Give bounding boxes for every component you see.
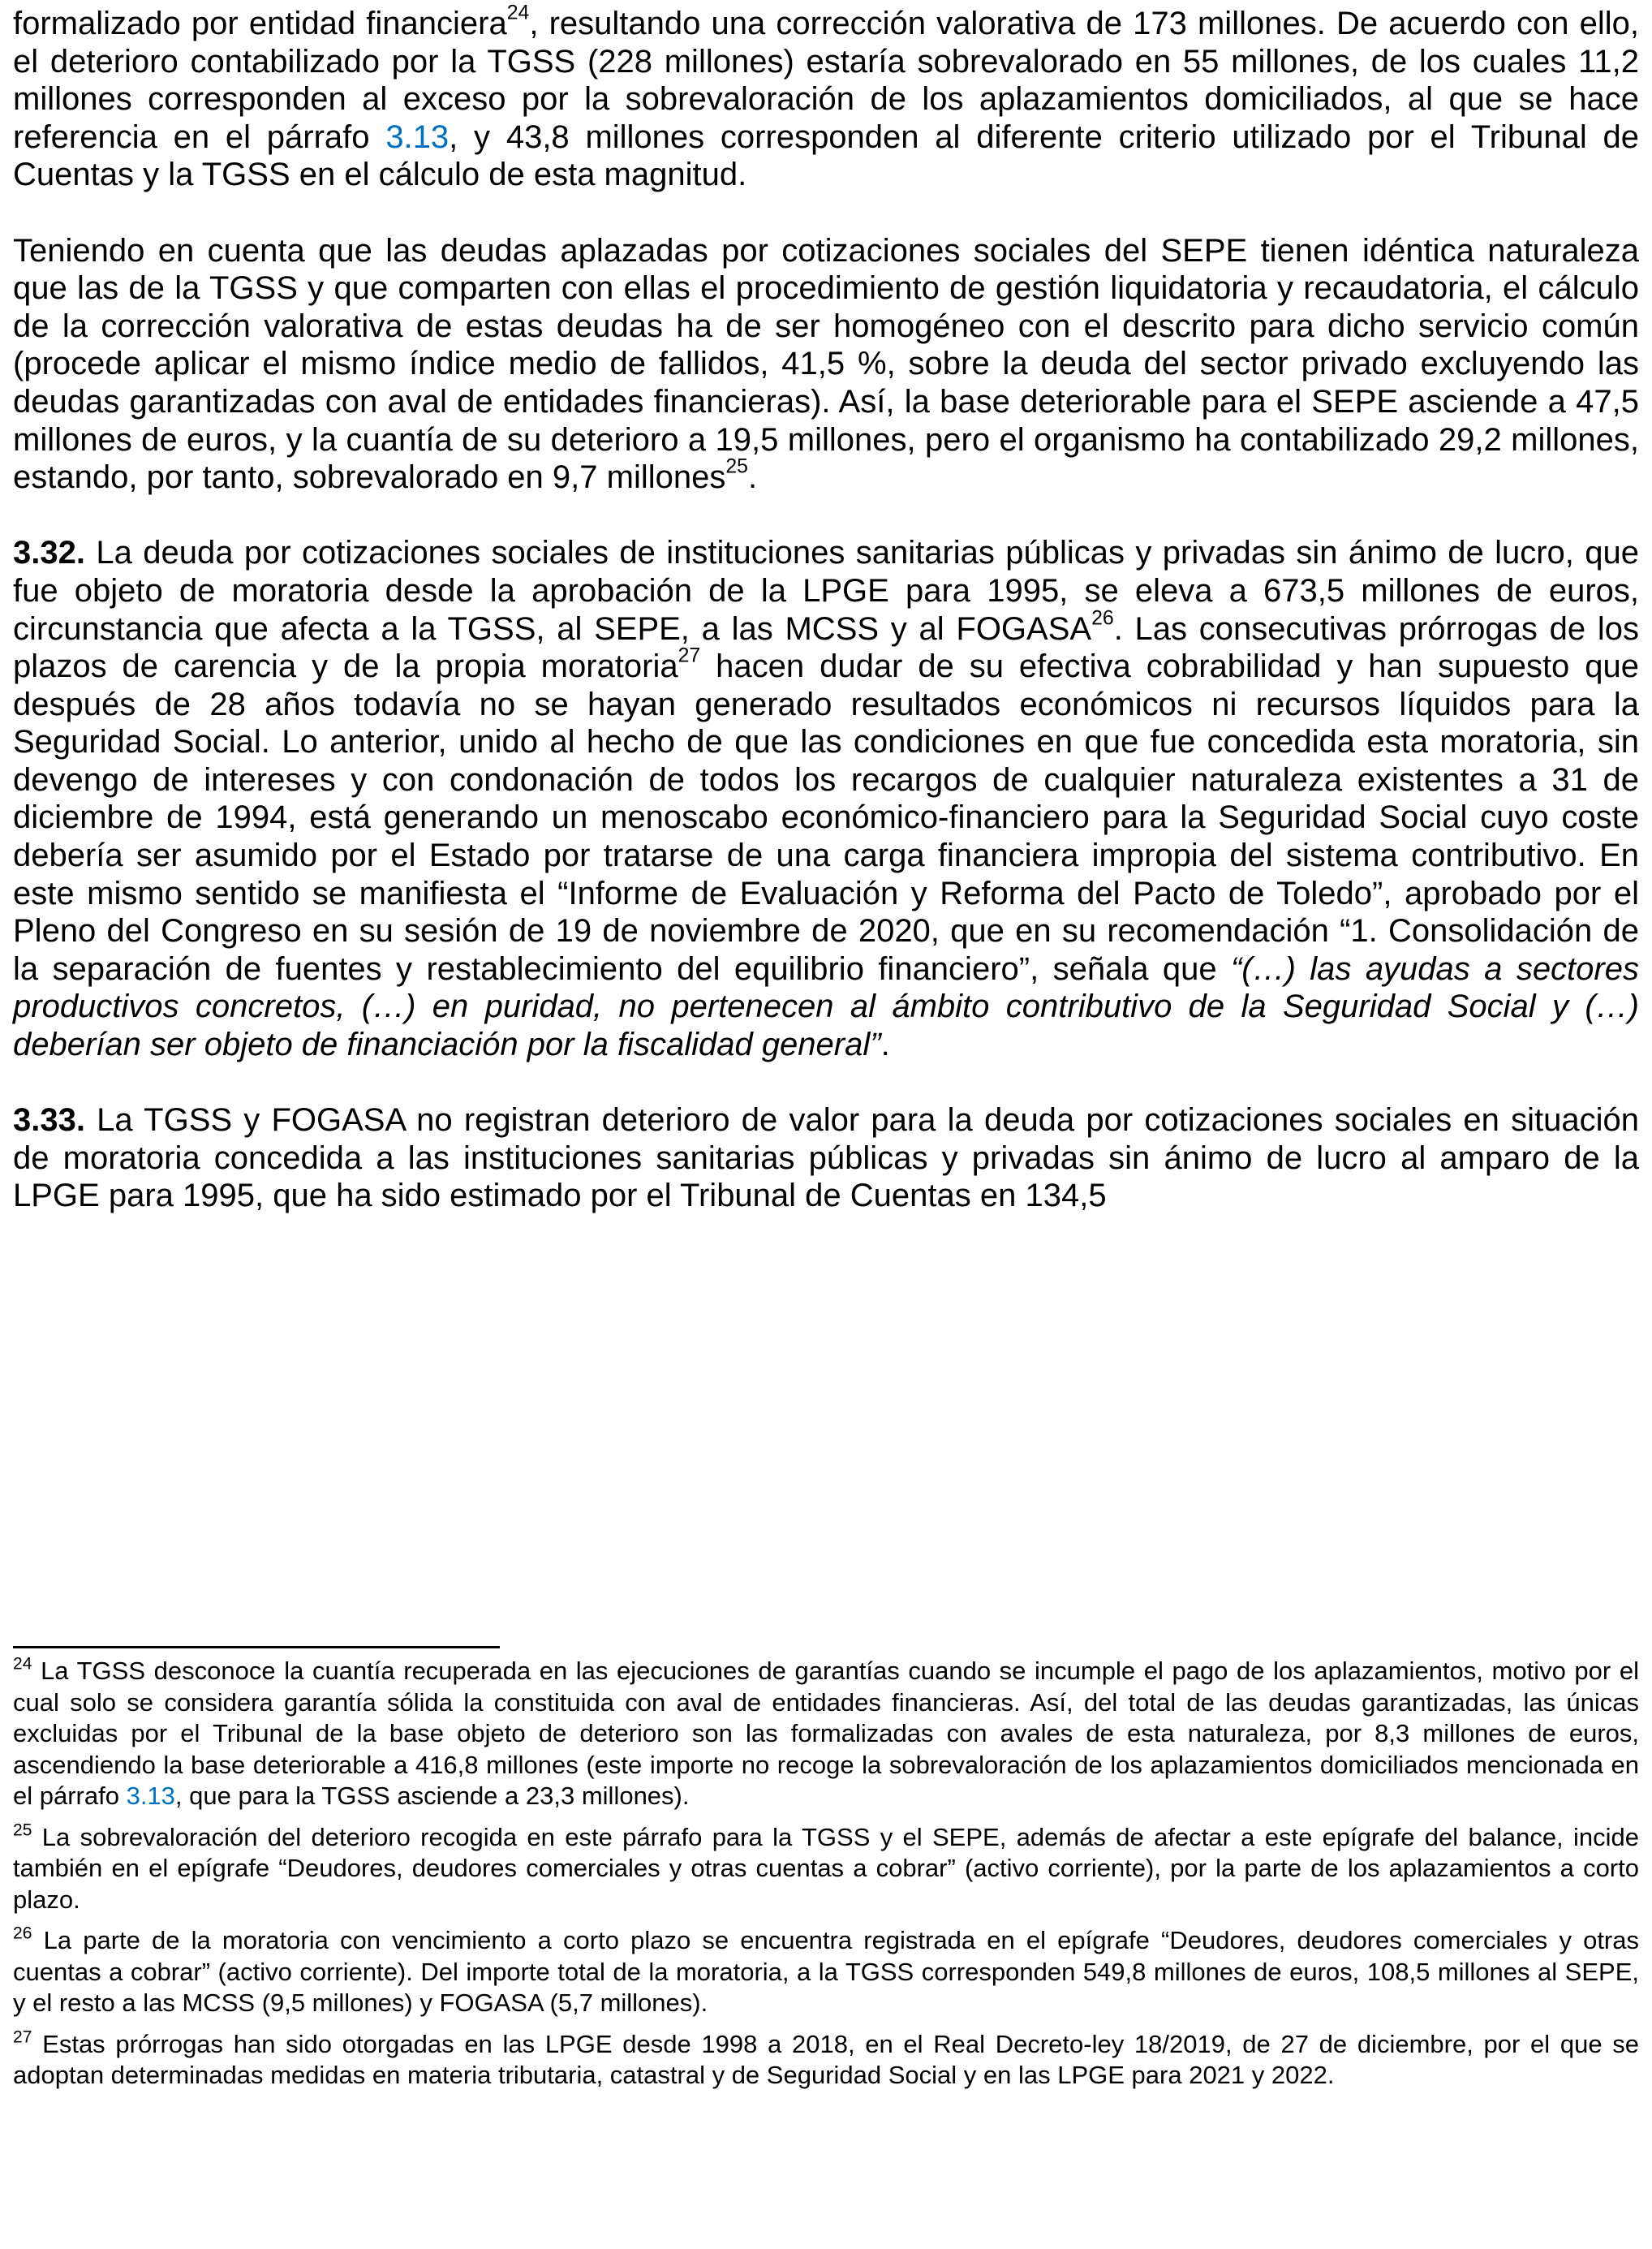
paragraph-continuation-1 [13,2,1640,194]
text-segment: La sobrevaloración del deterioro recogida en este párrafo para la TGSS y el SEPE, además de afectar a este epígrafe del balance, incide también en el epígrafe “Deudores, deudores comerciales y otras cuentas a cobrar” (activo corriente), por la parte de los aplazamientos a corto plazo. [13,1822,1639,1914]
text-segment: hacen dudar de su efectiva cobrabilidad y han supuesto que después de 28 años todavía no se hayan generado resultados económicos ni recursos líquidos para la Seguridad Social. Lo anterior, unido al hecho de que las condiciones en que fue concedida esta moratoria, sin devengo de intereses y con condonación de todos los recargos de cualquier naturaleza existentes a 31 de diciembre de 1994, está generando un menoscabo económico-financiero para la Seguridad Social cuyo coste debería ser asumido por el Estado por tratarse de una carga financiera impropia del sistema contributivo. En este mismo sentido se manifiesta el “Informe de Evaluación y Reforma del Pacto de Toledo”, aprobado por el Pleno del Congreso en su sesión de 19 de noviembre de 2020, que en su recomendación “1. Consolidación de la separación de fuentes y restablecimiento del equilibrio financiero”, señala que [13,648,1639,987]
footnote-24 [13,1656,1639,1812]
text-segment: La parte de la moratoria con vencimiento a corto plazo se encuentra registrada en el epígrafe “Deudores, deudores comerciales y otras cuentas a cobrar” (activo corriente). Del importe total de la moratoria, a la TGSS corresponden 549,8 millones de euros, 108,5 millones al SEPE, y el resto a las MCSS (9,5 millones) y FOGASA (5,7 millones). [13,1926,1639,2017]
footnote-separator [13,1646,500,1648]
body-text [13,2,1640,1215]
text-segment: , resultando una corrección valorativa de 173 millones. De acuerdo con ello, el deterioro contabilizado por la TGSS (228 millones) estaría sobrevalorado en 55 millones, de los cuales 11,2 millones corresponden al exceso por la sobrevaloración de los aplazamientos domiciliados, al que se hace referencia en el párrafo [13,6,1640,155]
text-segment: , que para la TGSS asciende a 23,3 millones). [174,1782,690,1810]
text-segment: formalizado por entidad financiera [13,6,507,41]
text-segment: . Las consecutivas prórrogas de los plazos de carencia y de la propia moratoria [13,610,1640,685]
footnote-number: 27 [13,2027,32,2046]
italic-quote: “(…) las ayudas a sectores productivos concretos, (…) en puridad, no pertenecen al ámbito contributivo de la Seguridad Social y (…) deberían ser objeto de financiación por la fiscalidad general” [13,950,1639,1063]
text-segment: Teniendo en cuenta que las deudas aplazadas por cotizaciones sociales del SEPE tienen idéntica naturaleza que las de la TGSS y que comparten con ellas el procedimiento de gestión liquidatoria y recaudatoria, el cálculo de la corrección valorativa de estas deudas ha de ser homogéneo con el descrito para dicho servicio común (procede aplicar el mismo índice medio de fallidos, 41,5 %, sobre la deuda del sector privado excluyendo las deudas garantizadas con aval de entidades financieras). Así, la base deteriorable para el SEPE asciende a 47,5 millones de euros, y la cuantía de su deterioro a 19,5 millones, pero el organismo ha contabilizado 29,2 millones, estando, por tanto, sobrevalorado en 9,7 millones [13,232,1639,496]
footnote-ref-24[interactable]: 24 [506,2,530,24]
text-segment: . [880,1027,890,1063]
footnote-26 [13,1925,1639,2019]
footnote-27 [13,2029,1639,2092]
paragraph-number: 3.33. [13,1102,85,1139]
paragraph-3-32 [13,534,1639,1063]
text-segment: La TGSS desconoce la cuantía recuperada en las ejecuciones de garantías cuando se incumple el pago de los aplazamientos, motivo por el cual solo se considera garantía sólida la constituida con aval de entidades financieras. Así, del total de las deudas garantizadas, las únicas excluidas por el Tribunal de la base objeto de deterioro son las formalizadas con avales de esta naturaleza, por 8,3 millones de euros, ascendiendo la base deteriorable a 416,8 millones (este importe no recoge la sobrevaloración de los aplazamientos domiciliados mencionada en el párrafo [13,1657,1639,1810]
text-segment: Estas prórrogas han sido otorgadas en las LPGE desde 1998 a 2018, en el Real Decreto-ley 18/2019, de 27 de diciembre, por el que se adoptan determinadas medidas en materia tributaria, catastral y de Seguridad Social y en las LPGE para 2021 y 2022. [13,2029,1639,2089]
text-segment: , y 43,8 millones corresponden al diferente criterio utilizado por el Tribunal de Cuentas y la TGSS en el cálculo de esta magnitud. [13,118,1640,193]
paragraph-continuation-2 [13,232,1639,497]
footnote-ref-25[interactable]: 25 [725,455,748,478]
footnote-number: 26 [13,1924,32,1943]
footnote-number: 25 [13,1820,32,1839]
footnotes [13,1656,1639,2101]
footnote-25 [13,1822,1639,1916]
text-segment: . [747,459,758,496]
text-segment: La deuda por cotizaciones sociales de instituciones sanitarias públicas y privadas sin ánimo de lucro, que fue objeto de moratoria desde la aprobación de la LPGE para 1995, se eleva a 673,5 millones de euros, circunstancia que afecta a la TGSS, al SEPE, a las MCSS y al FOGASA [13,535,1639,647]
footnote-ref-26[interactable]: 26 [1091,606,1114,629]
link-paragraph-3-13[interactable]: 3.13 [126,1782,175,1810]
link-paragraph-3-13[interactable]: 3.13 [385,118,450,155]
footnote-number: 24 [13,1654,32,1674]
paragraph-3-33 [13,1101,1639,1215]
paragraph-number: 3.32. [13,535,85,571]
text-segment: La TGSS y FOGASA no registran deterioro de valor para la deuda por cotizaciones sociales en situación de moratoria concedida a las instituciones sanitarias públicas y privadas sin ánimo de lucro al amparo de la LPGE para 1995, que ha sido estimado por el Tribunal de Cuentas en 134,5 [13,1102,1639,1214]
footnote-ref-27[interactable]: 27 [678,644,701,667]
